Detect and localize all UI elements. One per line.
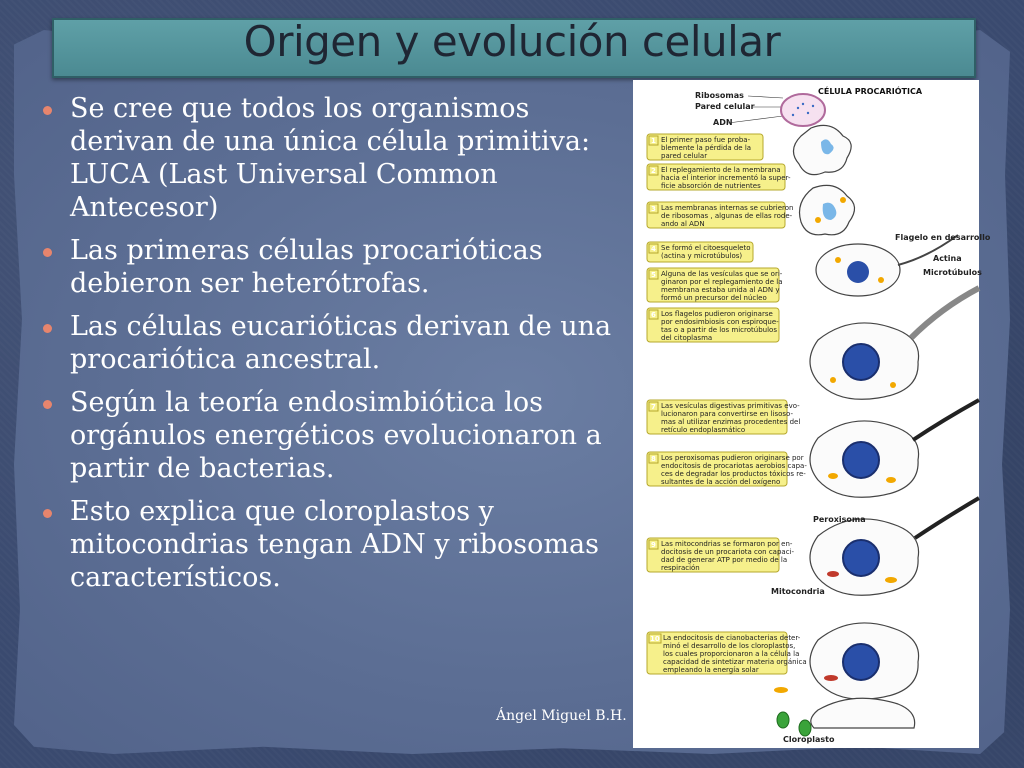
figure-header: CÉLULA PROCARIÓTICA (818, 87, 923, 96)
step-label-2 (647, 164, 791, 190)
step-text: ando al ADN (661, 220, 705, 228)
step-number: 6 (651, 311, 656, 319)
label-microtubulos: Microtúbulos (923, 268, 982, 277)
step-label-4 (647, 242, 753, 262)
step-text: ficie absorción de nutrientes (661, 182, 761, 190)
author-credit: Ángel Miguel B.H. (496, 708, 627, 724)
label-adn: ADN (713, 118, 733, 127)
step-text: Los peroxisomas pudieron originarse por (661, 454, 804, 462)
step-text: endocitosis de procariotas aerobios capa- (661, 462, 807, 470)
step-label-7 (647, 400, 800, 434)
label-cloroplasto: Cloroplasto (783, 735, 835, 744)
step-text: mas al utilizar enzimas procedentes del (661, 418, 801, 426)
bullet-text: Las primeras células procarióticas debieron ser heterótrofas. (70, 235, 543, 299)
step-label-1 (647, 134, 763, 160)
label-pared-celular: Pared celular (695, 102, 755, 111)
label-mitocondria: Mitocondria (771, 587, 825, 596)
step-text: blemente la pérdida de la (661, 144, 752, 152)
step-text: por endosimbiosis con espiroque- (661, 318, 779, 326)
cell-evolution-diagram (633, 80, 991, 748)
prokaryote-cell-icon (781, 94, 825, 126)
step-number: 9 (651, 541, 656, 549)
bullet-text: Las células eucarióticas derivan de una procariótica ancestral. (70, 311, 612, 375)
label-actina: Actina (933, 254, 962, 263)
bullet-item (40, 386, 615, 485)
bullet-item (40, 495, 615, 594)
bullet-dot-icon (43, 106, 52, 115)
step-text: formó un precursor del núcleo (661, 294, 767, 302)
step-text: los cuales proporcionaron a la célula la (663, 650, 800, 658)
step-label-6 (647, 308, 779, 342)
bullet-dot-icon (43, 324, 52, 333)
bullet-dot-icon (43, 509, 52, 518)
step-label-9 (647, 538, 794, 572)
step-text: respiración (661, 564, 700, 572)
step-text: Las mitocondrias se formaron por en- (661, 540, 793, 548)
bullet-text: Según la teoría endosimbiótica los orgánulos energéticos evolucionaron a partir de bacterias. (70, 387, 602, 484)
step-text: Alguna de las vesículas que se ori- (661, 270, 783, 278)
step-text: ginaron por el replegamiento de la (661, 278, 783, 286)
bullet-text: Se cree que todos los organismos derivan de una única célula primitiva: LUCA (Last Universal Common Antecesor) (70, 93, 591, 223)
bullet-dot-icon (43, 248, 52, 257)
step-text: del citoplasma (661, 334, 713, 342)
step-text: membrana estaba unida al ADN y (661, 286, 780, 294)
step-text: (actina y microtúbulos) (661, 252, 743, 260)
bullet-dot-icon (43, 400, 52, 409)
step-number: 1 (651, 137, 656, 145)
step-number: 5 (651, 271, 656, 279)
step-number: 7 (651, 403, 656, 411)
label-peroxisoma: Peroxisoma (813, 515, 866, 524)
label-flagelo: Flagelo en desarrollo (895, 233, 991, 242)
step-label-10 (647, 632, 807, 674)
step-text: de ribosomas , algunas de ellas rode- (661, 212, 793, 220)
cell-stage8-icon (811, 698, 915, 728)
cell-evolution-figure (633, 80, 991, 748)
bullet-item (40, 234, 615, 300)
step-text: lucionaron para convertirse en lisoso- (661, 410, 793, 418)
bullet-item (40, 92, 615, 224)
bullet-item (40, 310, 615, 376)
step-text: retículo endoplasmático (661, 426, 746, 434)
label-ribosomas: Ribosomas (695, 91, 744, 100)
step-number: 8 (651, 455, 656, 463)
step-text: pared celular (661, 152, 708, 160)
bullet-text: Esto explica que cloroplastos y mitocondrias tengan ADN y ribosomas característicos. (70, 496, 599, 593)
step-label-3 (647, 202, 793, 228)
step-text: tas o a partir de los microtúbulos (661, 326, 777, 334)
step-text: La endocitosis de cianobacterias deter- (663, 634, 801, 642)
step-text: sultantes de la acción del oxígeno (661, 478, 781, 486)
step-text: Los flagelos pudieron originarse (661, 310, 773, 318)
step-text: El replegamiento de la membrana (661, 166, 781, 174)
step-number: 2 (651, 167, 656, 175)
slide-title: Origen y evolución celular (243, 17, 781, 66)
step-text: dad de generar ATP por medio de la (661, 556, 788, 564)
step-text: hacia el interior incrementó la super- (661, 174, 791, 182)
step-label-5 (647, 268, 783, 302)
step-text: Las membranas internas se cubrieron (661, 204, 794, 212)
step-number: 3 (651, 205, 656, 213)
step-text: El primer paso fue proba- (661, 136, 751, 144)
step-text: Se formó el citoesqueleto (661, 244, 751, 252)
step-text: ces de degradar los productos tóxicos re- (661, 470, 806, 478)
step-label-8 (647, 452, 807, 486)
chloroplast-icon (777, 712, 789, 728)
step-number: 10 (650, 635, 660, 643)
step-text: docitosis de un procariota con capaci- (661, 548, 795, 556)
step-text: Las vesículas digestivas primitivas evo- (661, 402, 800, 410)
step-text: capacidad de sintetizar materia orgánica (663, 658, 807, 666)
step-text: empleando la energía solar (663, 666, 759, 674)
bullet-list (40, 92, 615, 604)
step-text: minó el desarrollo de los cloroplastos, (663, 642, 796, 650)
step-number: 4 (651, 245, 656, 253)
